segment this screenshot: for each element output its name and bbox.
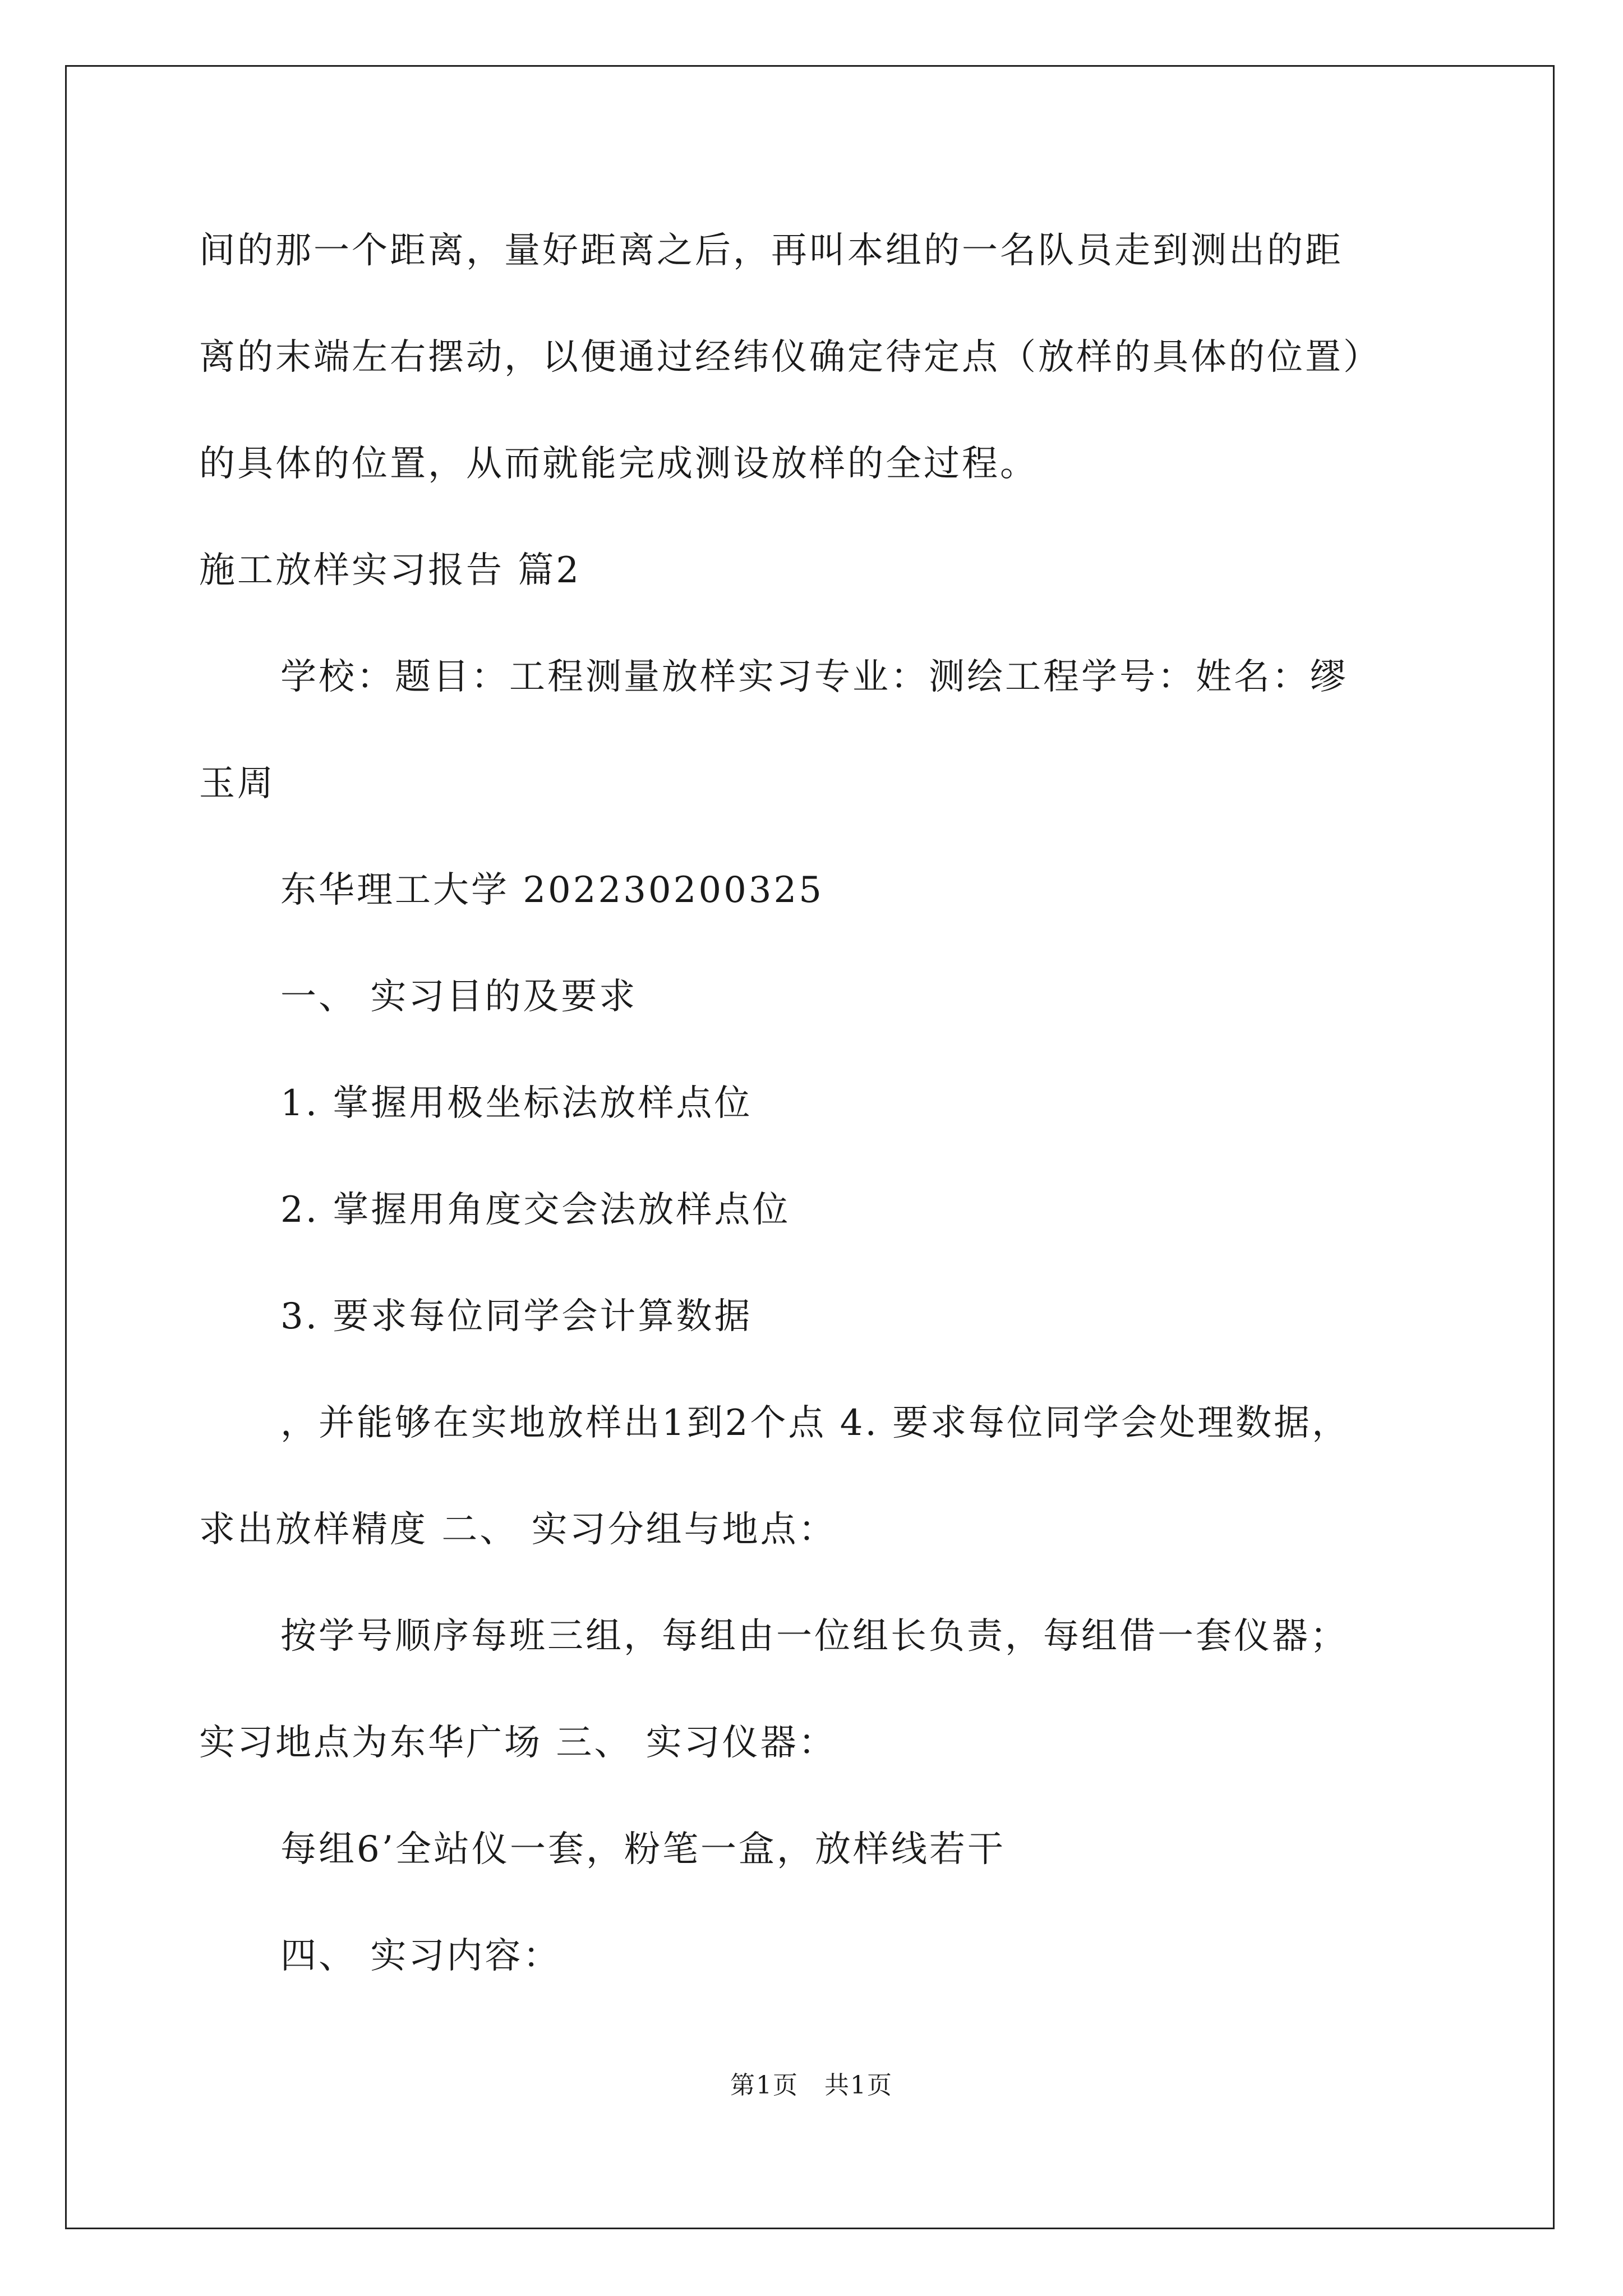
list-item: 1. 掌握用极坐标法放样点位 bbox=[280, 1083, 753, 1124]
page-border bbox=[65, 65, 1555, 2229]
page-number-footer: 第1页 共1页 bbox=[730, 2071, 893, 2100]
body-text-line: 学校：题目：工程测量放样实习专业：测绘工程学号：姓名：缪 bbox=[280, 656, 1348, 698]
list-item: 3. 要求每位同学会计算数据 bbox=[280, 1296, 753, 1337]
body-text-line: 的具体的位置，从而就能完成测设放样的全过程。 bbox=[199, 443, 1038, 485]
body-text-line: 实习地点为东华广场 三、 实习仪器： bbox=[199, 1722, 837, 1764]
body-text-line: 东华理工大学 202230200325 bbox=[280, 869, 824, 911]
section-heading: 施工放样实习报告 篇2 bbox=[199, 550, 582, 591]
body-text-line: 求出放样精度 二、 实习分组与地点： bbox=[199, 1509, 837, 1550]
list-item: 2. 掌握用角度交会法放样点位 bbox=[280, 1189, 791, 1231]
body-text-line: 按学号顺序每班三组，每组由一位组长负责，每组借一套仪器； bbox=[280, 1616, 1348, 1657]
subsection-heading: 四、 实习内容： bbox=[280, 1935, 561, 1977]
subsection-heading: 一、 实习目的及要求 bbox=[280, 976, 638, 1018]
body-text-line: ，并能够在实地放样出1到2个点 4. 要求每位同学会处理数据， bbox=[280, 1402, 1350, 1444]
body-text-line: 玉周 bbox=[199, 763, 275, 804]
body-text-line: 每组6’全站仪一套，粉笔一盒，放样线若干 bbox=[280, 1829, 1006, 1870]
body-text-line: 离的末端左右摆动，以便通过经纬仪确定待定点（放样的具体的位置） bbox=[199, 337, 1381, 378]
body-text-line: 间的那一个距离，量好距离之后，再叫本组的一名队员走到测出的距 bbox=[199, 230, 1343, 272]
